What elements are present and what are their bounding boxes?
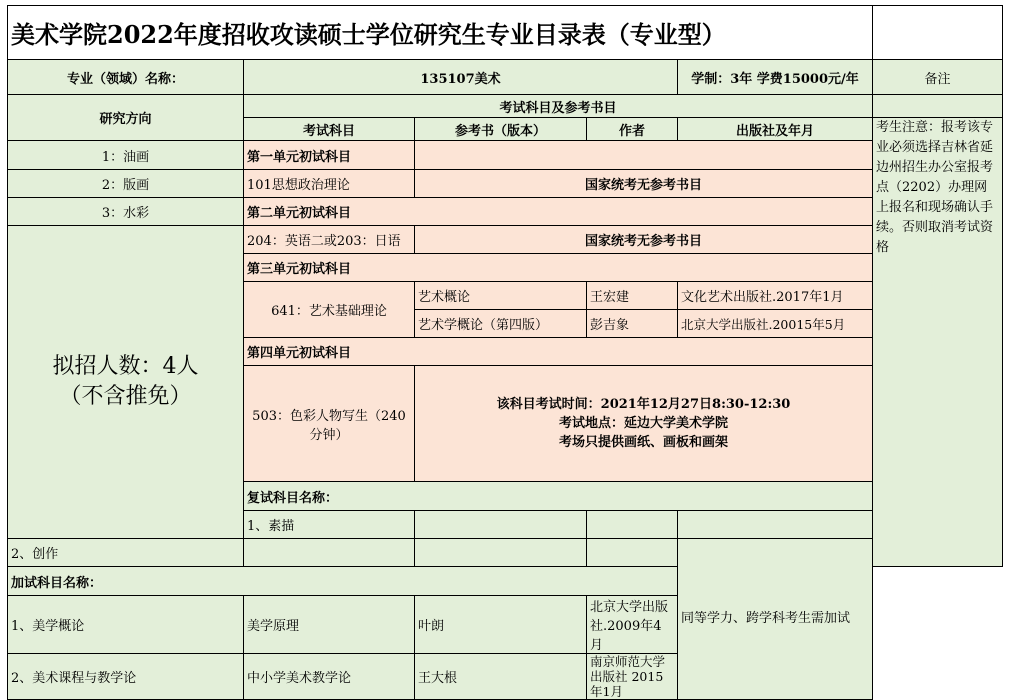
unit-4-info <box>415 366 873 482</box>
unit-3-publisher: 北京大学出版社.20015年5月 <box>678 310 873 338</box>
exam-books-header: 考试科目及参考书目 <box>244 95 873 118</box>
unit-4-subject: 503：色彩人物写生（240分钟） <box>244 366 415 482</box>
retest-blank <box>678 511 873 539</box>
additional-header: 加试科目名称： <box>8 567 678 596</box>
registration-note: 考生注意：报考该专业必须选择吉林省延边州招生办公室报考点（2202）办理网上报名和现场确认手续。否则取消考试资格 <box>873 118 1003 567</box>
remarks-label: 备注 <box>873 60 1003 95</box>
publisher-header: 出版社及年月 <box>678 118 873 141</box>
exam-supplies: 考场只提供画纸、画板和画架 <box>558 435 728 450</box>
unit-3-publisher: 文化艺术出版社.2017年1月 <box>678 282 873 310</box>
title-blank-cell <box>873 6 1003 60</box>
direction-item: 3：水彩 <box>8 198 244 226</box>
exam-place: 考试地点：延边大学美术学院 <box>558 416 728 431</box>
direction-item: 1：油画 <box>8 141 244 170</box>
retest-header: 复试科目名称： <box>244 482 873 511</box>
retest-item: 1、素描 <box>244 511 415 539</box>
unit-4-header: 第四单元初试科目 <box>244 338 873 366</box>
exam-time: 该科目考试时间：2021年12月27日8:30-12:30 <box>496 397 791 412</box>
research-direction-header: 研究方向 <box>8 95 244 141</box>
additional-publisher: 南京师范大学出版社 2015年1月 <box>587 654 678 700</box>
additional-book: 中小学美术教学论 <box>244 654 415 700</box>
page-title: 美术学院2022年度招收攻读硕士学位研究生专业目录表（专业型） <box>8 6 873 60</box>
additional-author: 叶朗 <box>415 596 587 654</box>
enrollment-cell <box>8 226 244 539</box>
additional-subject: 2、美术课程与教学论 <box>8 654 244 700</box>
unit-3-author: 王宏建 <box>587 282 678 310</box>
book-header: 参考书（版本） <box>415 118 587 141</box>
unit-2-header: 第二单元初试科目 <box>244 198 873 226</box>
unit-3-header: 第三单元初试科目 <box>244 254 873 282</box>
author-header: 作者 <box>587 118 678 141</box>
additional-author: 王大根 <box>415 654 587 700</box>
direction-item: 2：版画 <box>8 170 244 198</box>
unit-2-note: 国家统考无参考书目 <box>415 226 873 254</box>
unit-2-subject: 204：英语二或203：日语 <box>244 226 415 254</box>
unit-3-book: 艺术概论 <box>415 282 587 310</box>
retest-blank <box>415 539 587 567</box>
retest-blank <box>415 511 587 539</box>
additional-subject: 1、美学概论 <box>8 596 244 654</box>
remarks-blank <box>873 95 1003 118</box>
unit-1-blank <box>415 141 873 170</box>
unit-3-subject: 641：艺术基础理论 <box>244 282 415 338</box>
retest-blank <box>587 539 678 567</box>
unit-1-header: 第一单元初试科目 <box>244 141 415 170</box>
enrollment-note: （不含推免） <box>59 384 192 409</box>
additional-book: 美学原理 <box>244 596 415 654</box>
equivalent-note: 同等学力、跨学科考生需加试 <box>678 539 873 700</box>
retest-blank <box>587 511 678 539</box>
enrollment-count: 拟招人数：4人 <box>52 354 199 379</box>
catalog-table <box>7 5 1003 700</box>
major-label: 专业（领域）名称： <box>8 60 244 95</box>
retest-blank <box>244 539 415 567</box>
major-value: 135107美术 <box>244 60 678 95</box>
term-fee: 学制：3年 学费15000元/年 <box>678 60 873 95</box>
unit-1-subject: 101思想政治理论 <box>244 170 415 198</box>
unit-3-author: 彭吉象 <box>587 310 678 338</box>
additional-publisher: 北京大学出版社.2009年4月 <box>587 596 678 654</box>
retest-item: 2、创作 <box>8 539 244 567</box>
subject-header: 考试科目 <box>244 118 415 141</box>
unit-3-book: 艺术学概论（第四版） <box>415 310 587 338</box>
unit-1-note: 国家统考无参考书目 <box>415 170 873 198</box>
